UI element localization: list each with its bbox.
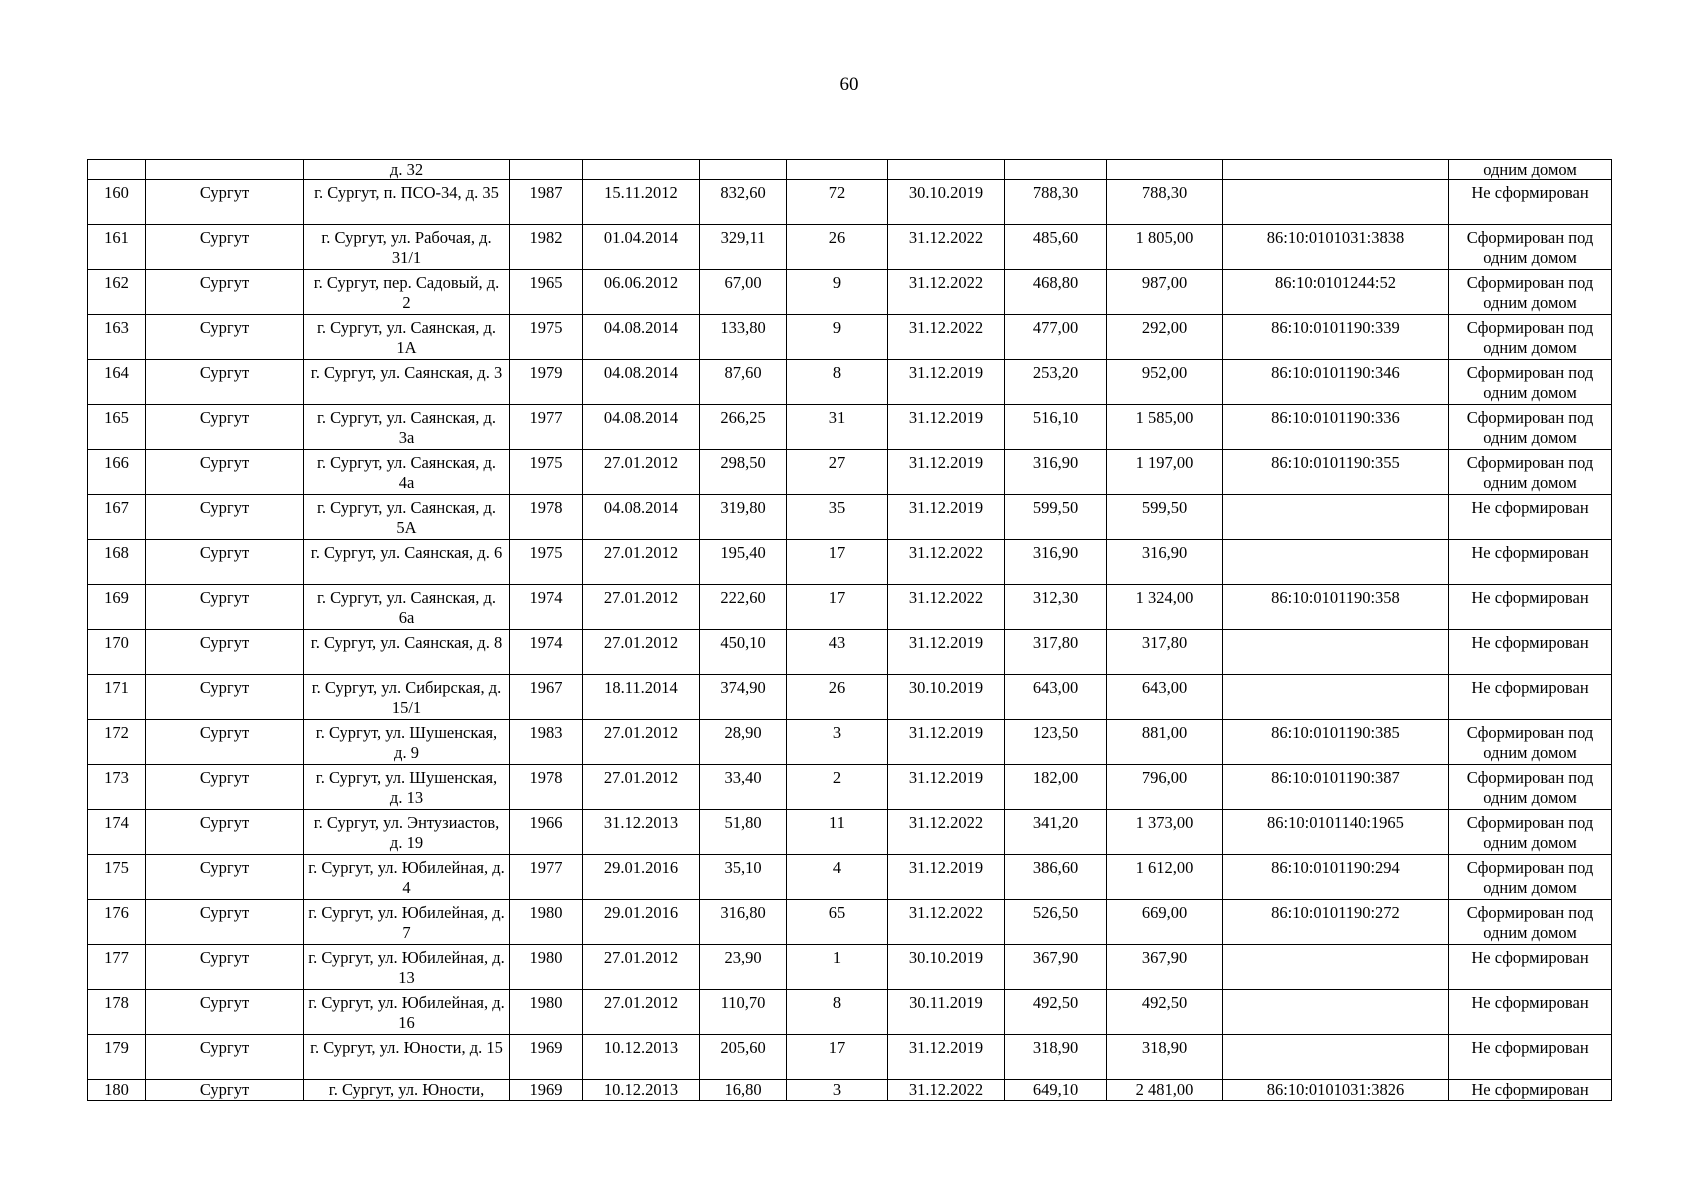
table-row <box>88 495 1612 540</box>
cell-land-area: 318,90 <box>1107 1035 1223 1080</box>
cell-residents: 9 <box>787 270 888 315</box>
cell-address: г. Сургут, ул. Саянская, д. 6а <box>304 585 510 630</box>
cell-address: г. Сургут, ул. Юбилейная, д. 4 <box>304 855 510 900</box>
cell-cadastral <box>1223 1035 1449 1080</box>
cell-area: 67,00 <box>700 270 787 315</box>
cell-resettlement-date: 31.12.2022 <box>888 1080 1005 1101</box>
cell-land-area: 1 197,00 <box>1107 450 1223 495</box>
cell-city: Сургут <box>146 1080 304 1101</box>
cell-status: Не сформирован <box>1449 1080 1612 1101</box>
cell-date-recognized: 01.04.2014 <box>583 225 700 270</box>
cell-city: Сургут <box>146 720 304 765</box>
cell-status: Сформирован под одним домом <box>1449 720 1612 765</box>
cell-no: 177 <box>88 945 146 990</box>
cell-address: г. Сургут, ул. Саянская, д. 8 <box>304 630 510 675</box>
cell-no: 172 <box>88 720 146 765</box>
cell-date-recognized: 29.01.2016 <box>583 855 700 900</box>
cell-area: 87,60 <box>700 360 787 405</box>
cell-city: Сургут <box>146 675 304 720</box>
cell-resettlement-date: 31.12.2022 <box>888 540 1005 585</box>
cell-land-area: 1 805,00 <box>1107 225 1223 270</box>
cell-area-resettled: 253,20 <box>1005 360 1107 405</box>
cell-area-resettled: 341,20 <box>1005 810 1107 855</box>
cell-year: 1977 <box>510 405 583 450</box>
table-row <box>88 945 1612 990</box>
cell-status: Сформирован под одним домом <box>1449 855 1612 900</box>
cell-address: г. Сургут, пер. Садовый, д. 2 <box>304 270 510 315</box>
table-row <box>88 540 1612 585</box>
cell-year: 1978 <box>510 495 583 540</box>
cell-status: Сформирован под одним домом <box>1449 765 1612 810</box>
cell-cadastral: 86:10:0101190:339 <box>1223 315 1449 360</box>
cell-city: Сургут <box>146 990 304 1035</box>
cell-city: Сургут <box>146 585 304 630</box>
cell-status: Не сформирован <box>1449 1035 1612 1080</box>
cell-area: 266,25 <box>700 405 787 450</box>
cell-area-resettled: 516,10 <box>1005 405 1107 450</box>
cell-land-area: 1 324,00 <box>1107 585 1223 630</box>
cell-city: Сургут <box>146 360 304 405</box>
cell-no: 179 <box>88 1035 146 1080</box>
cell-resettlement-date: 31.12.2022 <box>888 270 1005 315</box>
cell-city: Сургут <box>146 765 304 810</box>
cell-resettlement-date: 31.12.2019 <box>888 1035 1005 1080</box>
cell-status: Сформирован под одним домом <box>1449 810 1612 855</box>
cell-date-recognized: 27.01.2012 <box>583 945 700 990</box>
table-row <box>88 315 1612 360</box>
table-row <box>88 270 1612 315</box>
cell-address: д. 32 <box>304 160 510 180</box>
cell-residents: 4 <box>787 855 888 900</box>
cell-status: Сформирован под одним домом <box>1449 225 1612 270</box>
cell-residents: 1 <box>787 945 888 990</box>
cell-date-recognized: 27.01.2012 <box>583 765 700 810</box>
housing-registry-table <box>87 159 1612 1101</box>
cell-residents: 31 <box>787 405 888 450</box>
cell-area: 222,60 <box>700 585 787 630</box>
cell-address: г. Сургут, ул. Саянская, д. 3а <box>304 405 510 450</box>
cell-date-recognized: 10.12.2013 <box>583 1080 700 1101</box>
cell-address: г. Сургут, п. ПСО-34, д. 35 <box>304 180 510 225</box>
cell-resettlement-date: 30.10.2019 <box>888 675 1005 720</box>
cell-year: 1977 <box>510 855 583 900</box>
cell-status: Сформирован под одним домом <box>1449 360 1612 405</box>
cell-status: Не сформирован <box>1449 675 1612 720</box>
cell-no: 180 <box>88 1080 146 1101</box>
cell-area: 298,50 <box>700 450 787 495</box>
cell-residents: 3 <box>787 720 888 765</box>
cell-land-area: 952,00 <box>1107 360 1223 405</box>
cell-area: 329,11 <box>700 225 787 270</box>
cell-resettlement-date: 31.12.2022 <box>888 225 1005 270</box>
cell-residents: 26 <box>787 675 888 720</box>
cell-year: 1965 <box>510 270 583 315</box>
cell-area-resettled: 318,90 <box>1005 1035 1107 1080</box>
cell-no: 164 <box>88 360 146 405</box>
cell-resettlement-date: 31.12.2019 <box>888 855 1005 900</box>
cell-date-recognized: 04.08.2014 <box>583 495 700 540</box>
cell-year: 1987 <box>510 180 583 225</box>
cell-city: Сургут <box>146 270 304 315</box>
cell-date-recognized: 15.11.2012 <box>583 180 700 225</box>
cell-city: Сургут <box>146 315 304 360</box>
cell-land-area: 316,90 <box>1107 540 1223 585</box>
cell-city: Сургут <box>146 495 304 540</box>
cell-area-resettled <box>1005 160 1107 180</box>
cell-address: г. Сургут, ул. Саянская, д. 6 <box>304 540 510 585</box>
cell-city: Сургут <box>146 1035 304 1080</box>
cell-cadastral <box>1223 180 1449 225</box>
cell-area: 110,70 <box>700 990 787 1035</box>
cell-area: 51,80 <box>700 810 787 855</box>
cell-no: 174 <box>88 810 146 855</box>
cell-residents: 27 <box>787 450 888 495</box>
cell-area: 832,60 <box>700 180 787 225</box>
cell-area: 205,60 <box>700 1035 787 1080</box>
cell-residents: 17 <box>787 540 888 585</box>
cell-resettlement-date: 31.12.2019 <box>888 495 1005 540</box>
cell-city: Сургут <box>146 540 304 585</box>
cell-area-resettled: 317,80 <box>1005 630 1107 675</box>
continuation-row <box>88 160 1612 180</box>
cell-area-resettled: 468,80 <box>1005 270 1107 315</box>
cell-land-area: 317,80 <box>1107 630 1223 675</box>
cell-area: 35,10 <box>700 855 787 900</box>
table-row <box>88 1035 1612 1080</box>
cell-date-recognized: 10.12.2013 <box>583 1035 700 1080</box>
cell-land-area: 669,00 <box>1107 900 1223 945</box>
cell-residents: 11 <box>787 810 888 855</box>
cell-land-area: 367,90 <box>1107 945 1223 990</box>
cell-cadastral <box>1223 160 1449 180</box>
cell-resettlement-date: 31.12.2019 <box>888 630 1005 675</box>
cell-area-resettled: 316,90 <box>1005 540 1107 585</box>
cell-area-resettled: 312,30 <box>1005 585 1107 630</box>
cell-resettlement-date <box>888 160 1005 180</box>
cell-year: 1969 <box>510 1080 583 1101</box>
cell-cadastral: 86:10:0101190:336 <box>1223 405 1449 450</box>
cell-year <box>510 160 583 180</box>
cell-date-recognized: 04.08.2014 <box>583 360 700 405</box>
cell-area-resettled: 367,90 <box>1005 945 1107 990</box>
cell-status: Сформирован под одним домом <box>1449 315 1612 360</box>
cell-area-resettled: 599,50 <box>1005 495 1107 540</box>
cell-year: 1980 <box>510 945 583 990</box>
table-row <box>88 405 1612 450</box>
cell-cadastral <box>1223 630 1449 675</box>
table-row <box>88 630 1612 675</box>
cell-resettlement-date: 31.12.2022 <box>888 585 1005 630</box>
cell-residents: 43 <box>787 630 888 675</box>
cell-residents: 35 <box>787 495 888 540</box>
cell-year: 1975 <box>510 540 583 585</box>
cell-status: Не сформирован <box>1449 990 1612 1035</box>
cell-area-resettled: 477,00 <box>1005 315 1107 360</box>
cell-residents: 17 <box>787 585 888 630</box>
cell-status: Сформирован под одним домом <box>1449 270 1612 315</box>
table-row <box>88 675 1612 720</box>
cell-date-recognized: 27.01.2012 <box>583 585 700 630</box>
cell-year: 1983 <box>510 720 583 765</box>
cell-city: Сургут <box>146 225 304 270</box>
cell-no: 173 <box>88 765 146 810</box>
cell-no: 163 <box>88 315 146 360</box>
cell-no: 162 <box>88 270 146 315</box>
table-row <box>88 225 1612 270</box>
cell-date-recognized: 27.01.2012 <box>583 720 700 765</box>
cell-land-area <box>1107 160 1223 180</box>
cell-area-resettled: 526,50 <box>1005 900 1107 945</box>
cell-city: Сургут <box>146 810 304 855</box>
cell-city: Сургут <box>146 630 304 675</box>
cell-cadastral: 86:10:0101140:1965 <box>1223 810 1449 855</box>
cell-area-resettled: 182,00 <box>1005 765 1107 810</box>
cell-status: Не сформирован <box>1449 585 1612 630</box>
table-row <box>88 720 1612 765</box>
cell-cadastral: 86:10:0101190:294 <box>1223 855 1449 900</box>
cell-date-recognized: 27.01.2012 <box>583 990 700 1035</box>
cell-resettlement-date: 31.12.2019 <box>888 765 1005 810</box>
table-row <box>88 855 1612 900</box>
cell-land-area: 881,00 <box>1107 720 1223 765</box>
cell-no: 171 <box>88 675 146 720</box>
cell-year: 1974 <box>510 585 583 630</box>
cell-resettlement-date: 31.12.2019 <box>888 450 1005 495</box>
cell-cadastral <box>1223 945 1449 990</box>
cell-address: г. Сургут, ул. Шушенская, д. 13 <box>304 765 510 810</box>
cell-year: 1982 <box>510 225 583 270</box>
cell-date-recognized: 06.06.2012 <box>583 270 700 315</box>
cell-date-recognized <box>583 160 700 180</box>
cell-residents: 65 <box>787 900 888 945</box>
cell-cadastral <box>1223 990 1449 1035</box>
cell-area: 28,90 <box>700 720 787 765</box>
cell-cadastral: 86:10:0101190:387 <box>1223 765 1449 810</box>
cell-status: Не сформирован <box>1449 180 1612 225</box>
cell-area: 319,80 <box>700 495 787 540</box>
cell-status: Сформирован под одним домом <box>1449 450 1612 495</box>
cell-city: Сургут <box>146 450 304 495</box>
cell-year: 1966 <box>510 810 583 855</box>
cell-land-area: 1 373,00 <box>1107 810 1223 855</box>
cell-date-recognized: 18.11.2014 <box>583 675 700 720</box>
table-row <box>88 810 1612 855</box>
cell-resettlement-date: 30.11.2019 <box>888 990 1005 1035</box>
cell-area-resettled: 386,60 <box>1005 855 1107 900</box>
cell-cadastral: 86:10:0101190:355 <box>1223 450 1449 495</box>
cell-land-area: 292,00 <box>1107 315 1223 360</box>
cell-area: 16,80 <box>700 1080 787 1101</box>
cell-cadastral: 86:10:0101190:358 <box>1223 585 1449 630</box>
cell-address: г. Сургут, ул. Саянская, д. 3 <box>304 360 510 405</box>
cell-date-recognized: 04.08.2014 <box>583 315 700 360</box>
cell-year: 1979 <box>510 360 583 405</box>
cell-no: 161 <box>88 225 146 270</box>
cell-residents: 2 <box>787 765 888 810</box>
cell-cadastral: 86:10:0101190:385 <box>1223 720 1449 765</box>
cell-area: 450,10 <box>700 630 787 675</box>
cell-no: 169 <box>88 585 146 630</box>
table-row <box>88 450 1612 495</box>
cell-city: Сургут <box>146 900 304 945</box>
page-number: 60 <box>839 74 859 95</box>
cell-area-resettled: 492,50 <box>1005 990 1107 1035</box>
cell-status: Не сформирован <box>1449 630 1612 675</box>
cell-residents: 26 <box>787 225 888 270</box>
cell-area-resettled: 123,50 <box>1005 720 1107 765</box>
cell-no: 167 <box>88 495 146 540</box>
cell-year: 1978 <box>510 765 583 810</box>
cell-land-area: 599,50 <box>1107 495 1223 540</box>
cell-city: Сургут <box>146 405 304 450</box>
cell-residents <box>787 160 888 180</box>
cell-area: 316,80 <box>700 900 787 945</box>
cell-no: 168 <box>88 540 146 585</box>
cell-year: 1967 <box>510 675 583 720</box>
cell-land-area: 492,50 <box>1107 990 1223 1035</box>
cell-resettlement-date: 31.12.2019 <box>888 720 1005 765</box>
cell-address: г. Сургут, ул. Саянская, д. 5А <box>304 495 510 540</box>
cell-year: 1975 <box>510 315 583 360</box>
cell-city <box>146 160 304 180</box>
cell-no <box>88 160 146 180</box>
cell-resettlement-date: 31.12.2022 <box>888 900 1005 945</box>
cell-status: Сформирован под одним домом <box>1449 900 1612 945</box>
cell-year: 1974 <box>510 630 583 675</box>
cell-date-recognized: 04.08.2014 <box>583 405 700 450</box>
cell-cadastral <box>1223 540 1449 585</box>
cell-resettlement-date: 30.10.2019 <box>888 180 1005 225</box>
cell-address: г. Сургут, ул. Юбилейная, д. 7 <box>304 900 510 945</box>
cell-area: 23,90 <box>700 945 787 990</box>
cell-no: 166 <box>88 450 146 495</box>
table-row <box>88 765 1612 810</box>
cell-no: 176 <box>88 900 146 945</box>
cell-area-resettled: 643,00 <box>1005 675 1107 720</box>
cell-residents: 9 <box>787 315 888 360</box>
cell-date-recognized: 29.01.2016 <box>583 900 700 945</box>
cell-area: 374,90 <box>700 675 787 720</box>
cell-area-resettled: 649,10 <box>1005 1080 1107 1101</box>
cell-residents: 8 <box>787 360 888 405</box>
table-row <box>88 585 1612 630</box>
cell-no: 175 <box>88 855 146 900</box>
cell-area-resettled: 788,30 <box>1005 180 1107 225</box>
cell-area-resettled: 316,90 <box>1005 450 1107 495</box>
cell-date-recognized: 27.01.2012 <box>583 540 700 585</box>
cell-residents: 17 <box>787 1035 888 1080</box>
cell-resettlement-date: 31.12.2022 <box>888 810 1005 855</box>
cell-address: г. Сургут, ул. Рабочая, д. 31/1 <box>304 225 510 270</box>
cell-cadastral <box>1223 495 1449 540</box>
cell-address: г. Сургут, ул. Саянская, д. 4а <box>304 450 510 495</box>
cell-area: 133,80 <box>700 315 787 360</box>
cell-address: г. Сургут, ул. Саянская, д. 1А <box>304 315 510 360</box>
cell-no: 170 <box>88 630 146 675</box>
cell-cadastral: 86:10:0101190:346 <box>1223 360 1449 405</box>
cell-status: Сформирован под одним домом <box>1449 405 1612 450</box>
cell-resettlement-date: 31.12.2022 <box>888 315 1005 360</box>
cell-residents: 3 <box>787 1080 888 1101</box>
cell-cadastral <box>1223 675 1449 720</box>
cell-year: 1969 <box>510 1035 583 1080</box>
cell-land-area: 788,30 <box>1107 180 1223 225</box>
cell-year: 1975 <box>510 450 583 495</box>
table-row <box>88 900 1612 945</box>
cell-city: Сургут <box>146 180 304 225</box>
cell-resettlement-date: 31.12.2019 <box>888 360 1005 405</box>
table-row <box>88 360 1612 405</box>
table-row <box>88 990 1612 1035</box>
cell-area: 33,40 <box>700 765 787 810</box>
cell-area <box>700 160 787 180</box>
cell-land-area: 2 481,00 <box>1107 1080 1223 1101</box>
cell-resettlement-date: 31.12.2019 <box>888 405 1005 450</box>
cell-address: г. Сургут, ул. Сибирская, д. 15/1 <box>304 675 510 720</box>
cell-no: 178 <box>88 990 146 1035</box>
cell-status: Не сформирован <box>1449 540 1612 585</box>
cell-land-area: 643,00 <box>1107 675 1223 720</box>
cell-land-area: 796,00 <box>1107 765 1223 810</box>
cell-date-recognized: 27.01.2012 <box>583 450 700 495</box>
cell-date-recognized: 31.12.2013 <box>583 810 700 855</box>
cell-area: 195,40 <box>700 540 787 585</box>
table-row <box>88 180 1612 225</box>
cell-address: г. Сургут, ул. Юности, <box>304 1080 510 1101</box>
cell-cadastral: 86:10:0101190:272 <box>1223 900 1449 945</box>
cell-status: Не сформирован <box>1449 495 1612 540</box>
cell-status: Не сформирован <box>1449 945 1612 990</box>
cell-no: 160 <box>88 180 146 225</box>
cell-address: г. Сургут, ул. Юности, д. 15 <box>304 1035 510 1080</box>
cell-address: г. Сургут, ул. Энтузиастов, д. 19 <box>304 810 510 855</box>
cell-address: г. Сургут, ул. Шушенская, д. 9 <box>304 720 510 765</box>
cell-address: г. Сургут, ул. Юбилейная, д. 16 <box>304 990 510 1035</box>
cell-residents: 72 <box>787 180 888 225</box>
cell-area-resettled: 485,60 <box>1005 225 1107 270</box>
cell-no: 165 <box>88 405 146 450</box>
cell-city: Сургут <box>146 945 304 990</box>
cell-cadastral: 86:10:0101244:52 <box>1223 270 1449 315</box>
table-row <box>88 1080 1612 1101</box>
cell-year: 1980 <box>510 990 583 1035</box>
cell-land-area: 1 585,00 <box>1107 405 1223 450</box>
cell-cadastral: 86:10:0101031:3838 <box>1223 225 1449 270</box>
cell-land-area: 987,00 <box>1107 270 1223 315</box>
cell-address: г. Сургут, ул. Юбилейная, д. 13 <box>304 945 510 990</box>
cell-date-recognized: 27.01.2012 <box>583 630 700 675</box>
cell-city: Сургут <box>146 855 304 900</box>
cell-land-area: 1 612,00 <box>1107 855 1223 900</box>
cell-residents: 8 <box>787 990 888 1035</box>
cell-year: 1980 <box>510 900 583 945</box>
cell-cadastral: 86:10:0101031:3826 <box>1223 1080 1449 1101</box>
cell-status: одним домом <box>1449 160 1612 180</box>
cell-resettlement-date: 30.10.2019 <box>888 945 1005 990</box>
